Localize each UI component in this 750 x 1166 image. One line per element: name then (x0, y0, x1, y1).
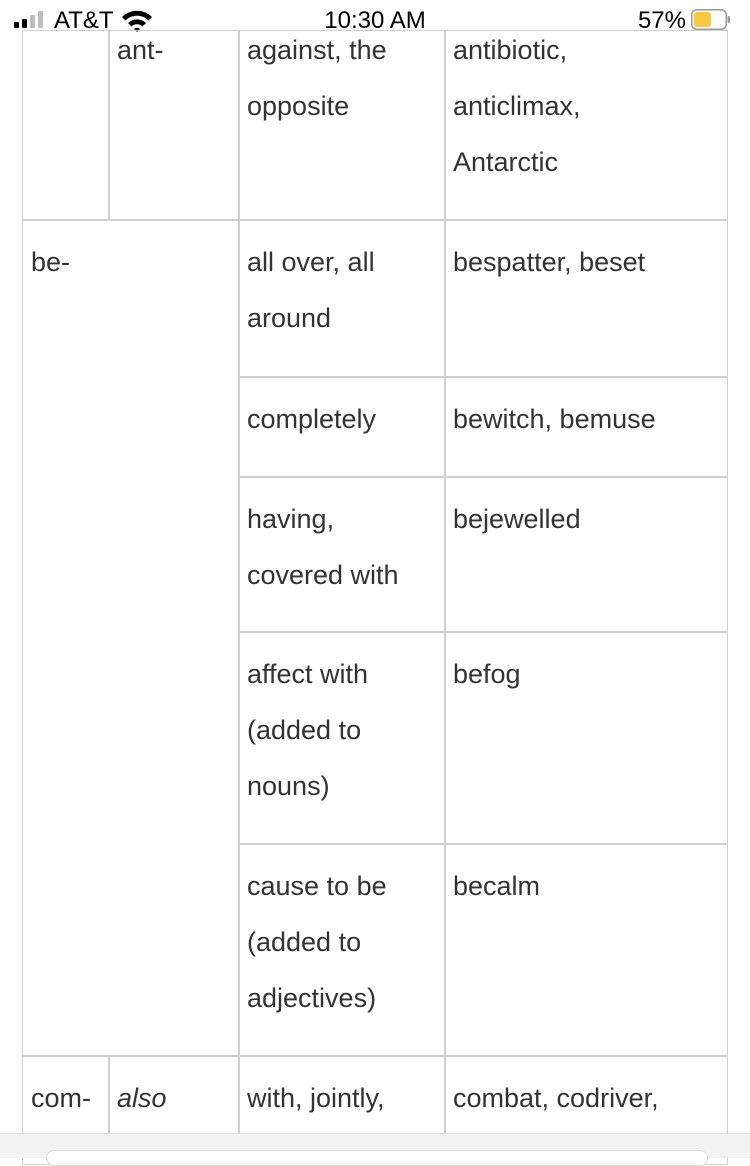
table-cell-examples (444, 631, 728, 845)
table-cell-prefix (22, 219, 240, 1057)
battery-percent: 57% (637, 7, 686, 34)
table-cell-meaning (238, 843, 446, 1057)
meaning-line: cause to be (247, 871, 387, 901)
meaning-line: completely (247, 404, 377, 434)
example-line: bespatter, beset (453, 247, 646, 277)
meaning-line: nouns) (247, 771, 330, 801)
example-line: antibiotic, (453, 35, 568, 65)
meaning-line: having, (247, 504, 335, 534)
meaning-line: all over, all (247, 247, 375, 277)
example-line: bewitch, bemuse (453, 404, 656, 434)
table-cell-meaning (238, 30, 446, 221)
table-cell-meaning (238, 219, 446, 378)
table-cell-meaning (238, 631, 446, 845)
example-line: anticlimax, (453, 91, 581, 121)
meaning-line: opposite (247, 91, 350, 121)
table-cell-variant (108, 30, 240, 221)
meaning-line: affect with (247, 659, 369, 689)
table-cell-examples (444, 476, 728, 633)
status-time: 10:30 AM (324, 7, 426, 34)
example-line: bejewelled (453, 504, 581, 534)
table-cell-prefix (22, 30, 110, 221)
variant-text: also (117, 1083, 167, 1113)
meaning-line: around (247, 303, 332, 333)
example-line: becalm (453, 871, 541, 901)
meaning-line: adjectives) (247, 983, 377, 1013)
meaning-line: against, the (247, 35, 387, 65)
table-cell-meaning (238, 376, 446, 478)
table-cell-examples (444, 30, 728, 221)
carrier-name: AT&T (54, 7, 114, 34)
table-cell-examples (444, 376, 728, 478)
prefix-text: be- (31, 247, 71, 277)
meaning-line: with, jointly, (247, 1083, 385, 1113)
example-line: befog (453, 659, 521, 689)
prefix-text: com- (31, 1083, 91, 1113)
table-cell-meaning (238, 476, 446, 633)
address-bar[interactable] (46, 1150, 708, 1166)
example-line: combat, codriver, (453, 1083, 659, 1113)
variant-text: ant- (117, 35, 164, 65)
meaning-line: (added to (247, 715, 362, 745)
example-line: Antarctic (453, 147, 559, 177)
table-cell-examples (444, 843, 728, 1057)
meaning-line: (added to (247, 927, 362, 957)
table-cell-examples (444, 219, 728, 378)
meaning-line: covered with (247, 560, 399, 590)
